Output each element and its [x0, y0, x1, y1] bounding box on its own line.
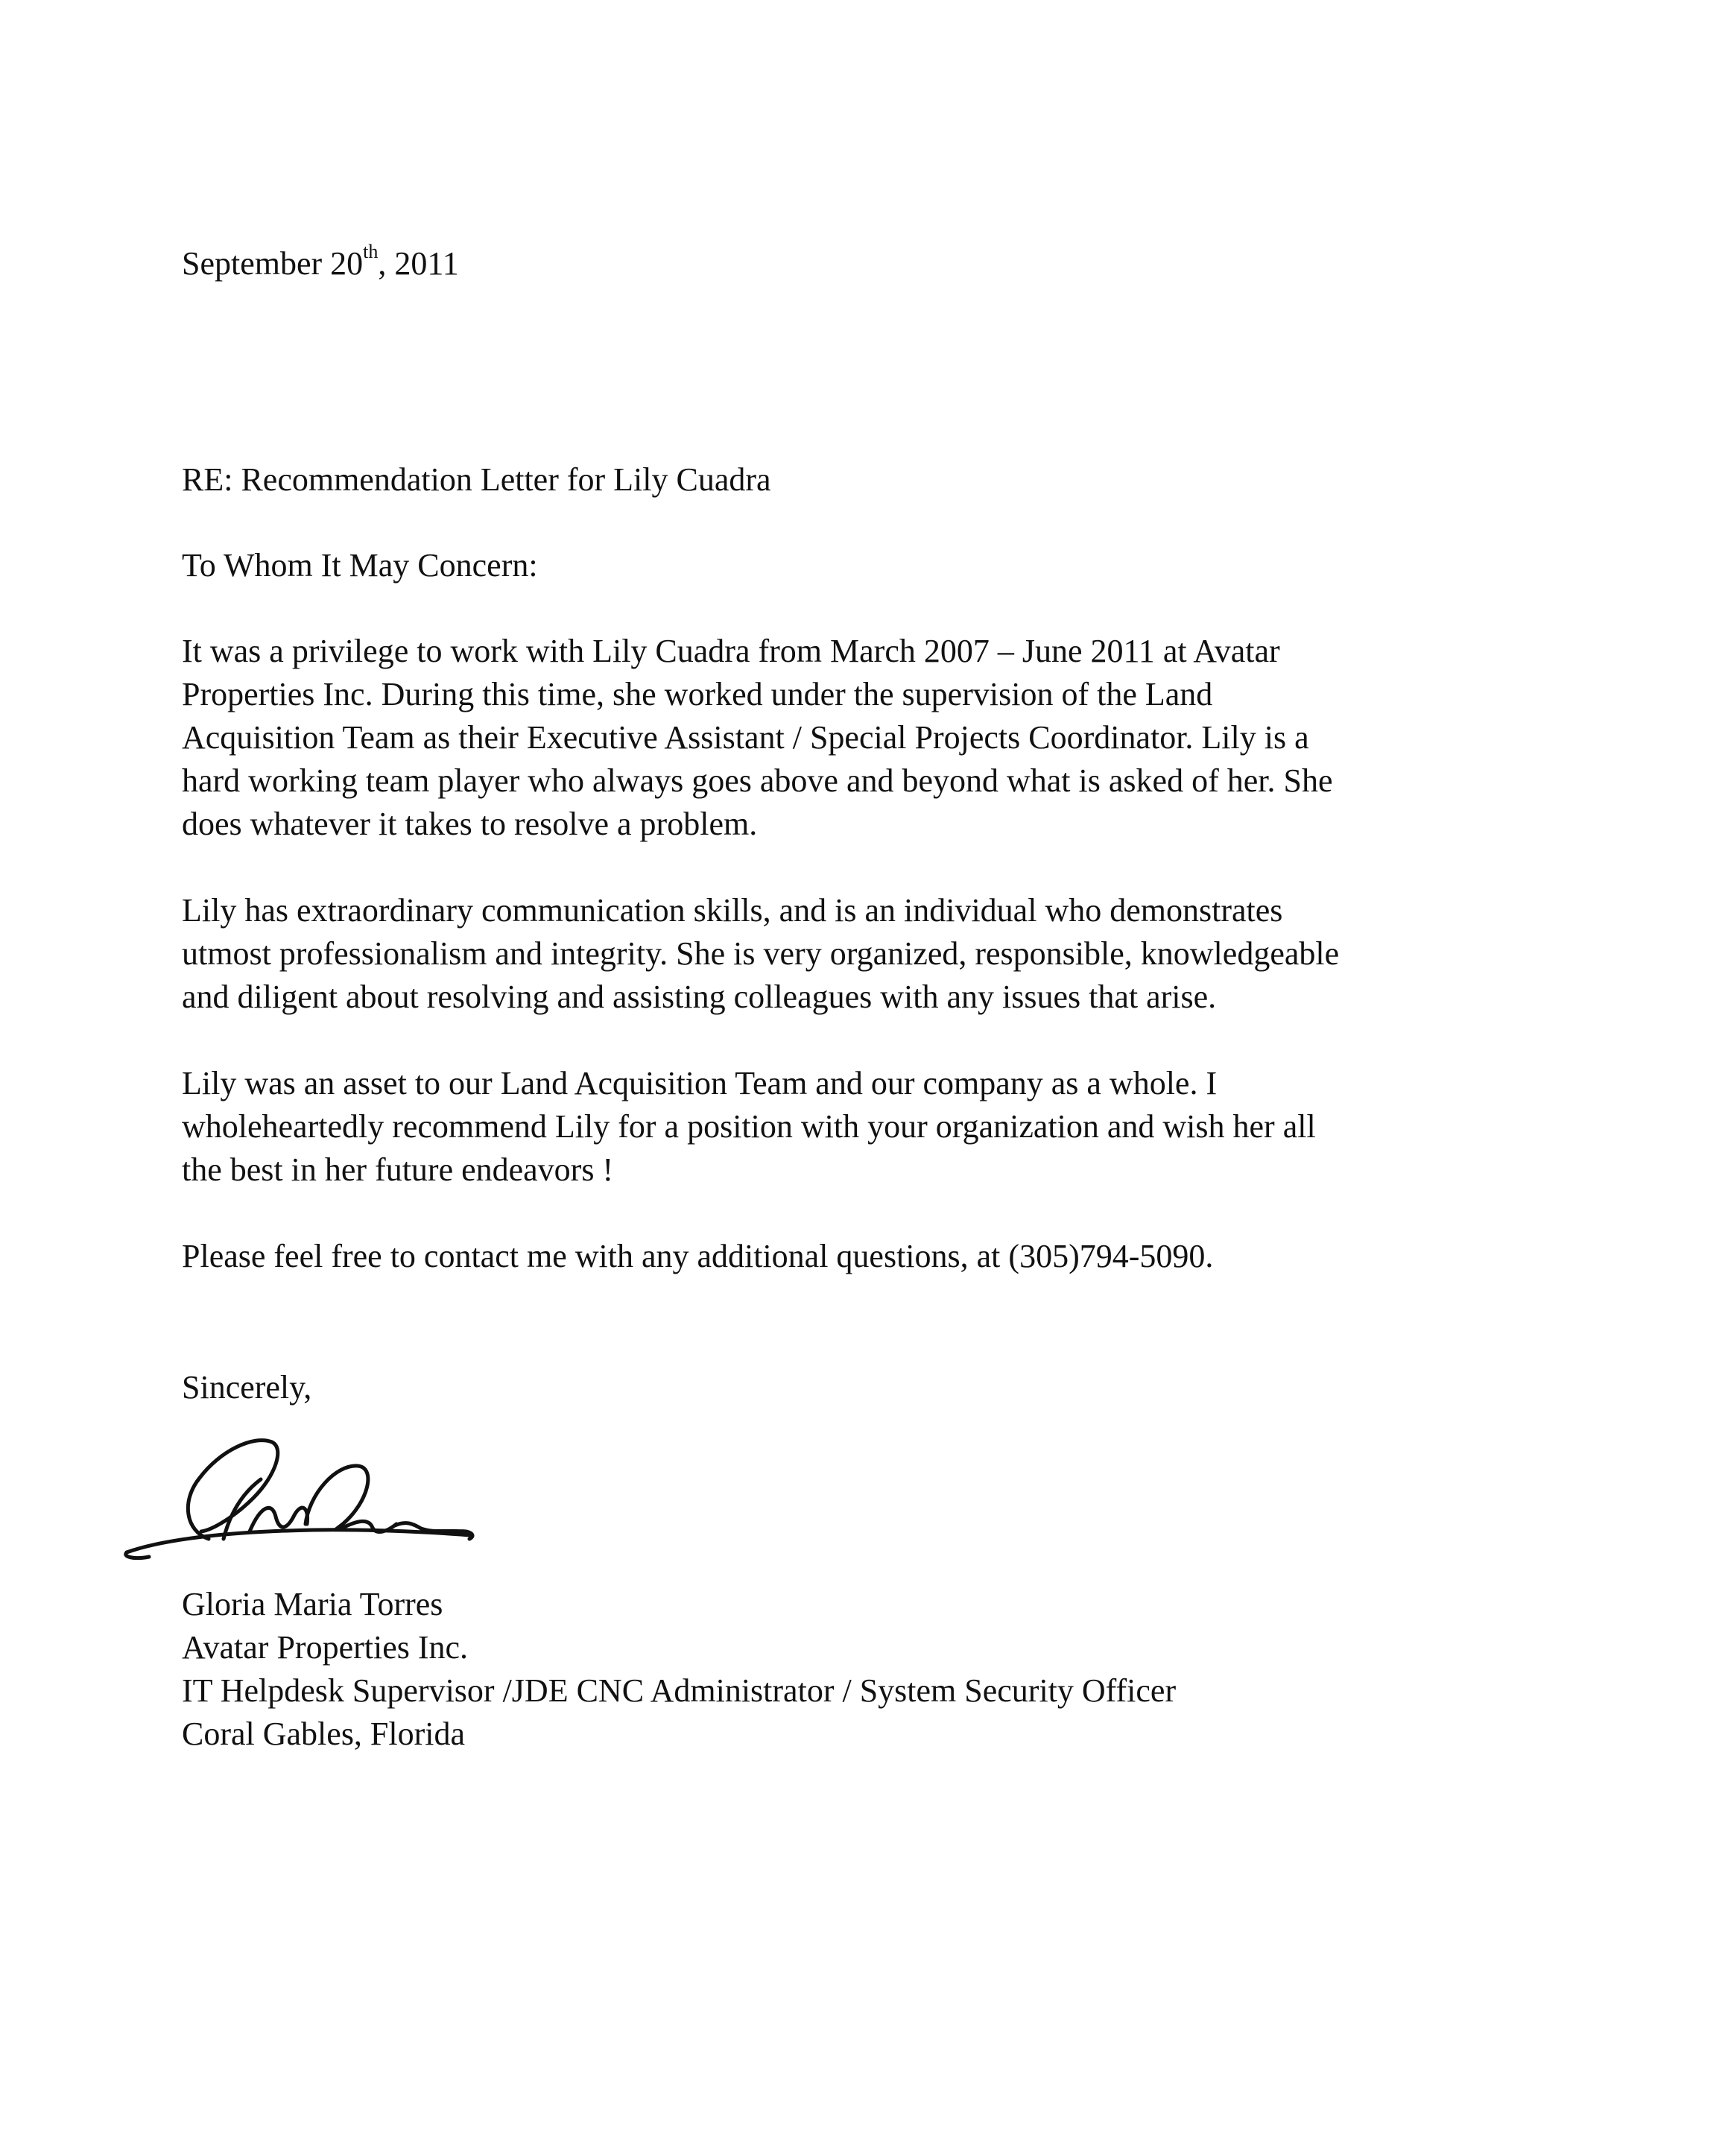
paragraph-1-line-5: does whatever it takes to resolve a problem. [182, 806, 758, 842]
paragraph-1-line-2: Properties Inc. During this time, she worked under the supervision of the Land [182, 676, 1213, 712]
paragraph-1-line-3: Acquisition Team as their Executive Assistant / Special Projects Coordinator. Lily is a [182, 719, 1309, 756]
date-suffix: th [363, 241, 379, 263]
paragraph-3-line-2: wholeheartedly recommend Lily for a position with your organization and wish her all [182, 1108, 1316, 1145]
paragraph-3-line-3: the best in her future endeavors ! [182, 1151, 614, 1188]
signer-location: Coral Gables, Florida [182, 1716, 466, 1752]
paragraph-1-line-1: It was a privilege to work with Lily Cuadra from March 2007 – June 2011 at Avatar [182, 633, 1280, 669]
paragraph-2-line-2: utmost professionalism and integrity. She is very organized, responsible, knowledgeable [182, 935, 1340, 972]
signer-company: Avatar Properties Inc. [182, 1629, 469, 1666]
handwritten-signature [119, 1420, 537, 1584]
letter-subject: RE: Recommendation Letter for Lily Cuadra [182, 461, 771, 498]
letter-date [182, 242, 459, 285]
letter-salutation: To Whom It May Concern: [182, 547, 538, 584]
paragraph-3-line-1: Lily was an asset to our Land Acquisition Team and our company as a whole. I [182, 1065, 1218, 1101]
date-month-day: September 20 [182, 245, 364, 282]
signer-name: Gloria Maria Torres [182, 1586, 443, 1622]
date-year: , 2011 [378, 245, 459, 282]
paragraph-2-line-1: Lily has extraordinary communication skills, and is an individual who demonstrates [182, 892, 1283, 929]
paragraph-2-line-3: and diligent about resolving and assisting colleagues with any issues that arise. [182, 979, 1217, 1015]
signer-title: IT Helpdesk Supervisor /JDE CNC Administrator / System Security Officer [182, 1672, 1177, 1709]
paragraph-4-line-1: Please feel free to contact me with any additional questions, at (305)794-5090. [182, 1238, 1214, 1274]
letter-closing: Sincerely, [182, 1369, 312, 1406]
paragraph-1-line-4: hard working team player who always goes above and beyond what is asked of her. She [182, 762, 1333, 799]
